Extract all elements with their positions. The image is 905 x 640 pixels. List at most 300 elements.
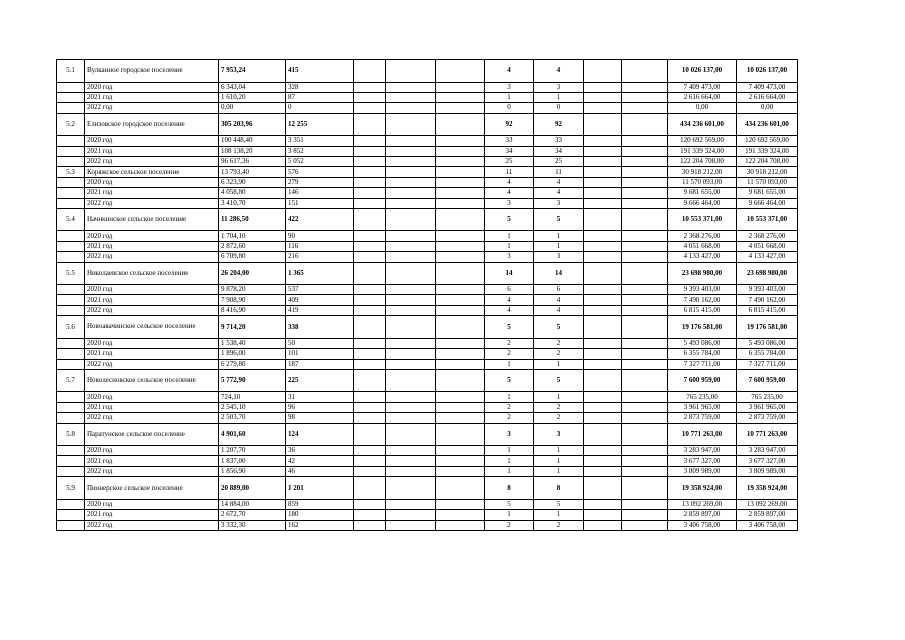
- year-row: [57, 499, 798, 509]
- row-number-cell: [57, 198, 85, 208]
- year-row: [57, 520, 798, 530]
- total-cost-2-cell: 7 490 162,00: [737, 295, 798, 305]
- row-number-cell: 5.3: [57, 167, 85, 177]
- col7-cell: [436, 413, 485, 423]
- houses-count-cell: 3: [485, 198, 534, 208]
- col5-cell: [354, 82, 386, 92]
- year-row: [57, 103, 798, 113]
- col11-cell: [622, 499, 668, 509]
- area-cell: 1 610,20: [219, 92, 286, 102]
- total-cost-2-cell: 3 406 758,00: [737, 520, 798, 530]
- year-row: [57, 82, 798, 92]
- total-cost-2-cell: 7 327 711,00: [737, 359, 798, 369]
- total-cost-cell: 3 406 758,00: [668, 520, 737, 530]
- col7-cell: [436, 392, 485, 402]
- total-cost-cell: 9 393 403,00: [668, 285, 737, 295]
- col10-cell: [584, 285, 622, 295]
- row-number-cell: 5.6: [57, 316, 85, 339]
- row-number-cell: [57, 446, 85, 456]
- settlement-name-cell: Начикинское сельское поселение: [85, 208, 219, 231]
- col10-cell: [584, 252, 622, 262]
- houses-count-2-cell: 11: [534, 167, 584, 177]
- residents-cell: 3 852: [286, 146, 354, 156]
- residents-cell: 415: [286, 60, 354, 83]
- settlement-row: [57, 477, 798, 500]
- houses-count-cell: 0: [485, 103, 534, 113]
- total-cost-cell: 13 092 269,00: [668, 499, 737, 509]
- col11-cell: [622, 285, 668, 295]
- settlement-row: [57, 208, 798, 231]
- col5-cell: [354, 316, 386, 339]
- col10-cell: [584, 136, 622, 146]
- col10-cell: [584, 60, 622, 83]
- col11-cell: [622, 92, 668, 102]
- col5-cell: [354, 146, 386, 156]
- houses-count-2-cell: 2: [534, 413, 584, 423]
- total-cost-2-cell: 765 235,00: [737, 392, 798, 402]
- total-cost-2-cell: 23 698 980,00: [737, 262, 798, 285]
- col11-cell: [622, 477, 668, 500]
- col6-cell: [386, 305, 436, 315]
- total-cost-2-cell: 122 204 708,00: [737, 156, 798, 166]
- col11-cell: [622, 295, 668, 305]
- settlement-row: [57, 316, 798, 339]
- year-row: [57, 510, 798, 520]
- col5-cell: [354, 231, 386, 241]
- settlement-name-cell: 2020 год: [85, 136, 219, 146]
- houses-count-cell: 5: [485, 208, 534, 231]
- col11-cell: [622, 146, 668, 156]
- total-cost-2-cell: 3 283 947,00: [737, 446, 798, 456]
- area-cell: 7 953,24: [219, 60, 286, 83]
- houses-count-2-cell: 5: [534, 208, 584, 231]
- col11-cell: [622, 349, 668, 359]
- year-row: [57, 241, 798, 251]
- total-cost-cell: 120 692 569,00: [668, 136, 737, 146]
- houses-count-cell: 4: [485, 60, 534, 83]
- col7-cell: [436, 231, 485, 241]
- area-cell: 6 343,04: [219, 82, 286, 92]
- settlement-name-cell: 2020 год: [85, 285, 219, 295]
- houses-count-2-cell: 0: [534, 103, 584, 113]
- settlement-row: [57, 369, 798, 392]
- row-number-cell: [57, 510, 85, 520]
- col10-cell: [584, 423, 622, 446]
- col10-cell: [584, 295, 622, 305]
- houses-count-2-cell: 1: [534, 456, 584, 466]
- col7-cell: [436, 198, 485, 208]
- col5-cell: [354, 499, 386, 509]
- row-number-cell: 5.5: [57, 262, 85, 285]
- col10-cell: [584, 231, 622, 241]
- total-cost-cell: 10 771 263,00: [668, 423, 737, 446]
- settlement-name-cell: Паратунское сельское поселение: [85, 423, 219, 446]
- residents-cell: 146: [286, 188, 354, 198]
- area-cell: 100 448,40: [219, 136, 286, 146]
- col5-cell: [354, 349, 386, 359]
- row-number-cell: [57, 146, 85, 156]
- area-cell: 6 279,80: [219, 359, 286, 369]
- col7-cell: [436, 295, 485, 305]
- col7-cell: [436, 156, 485, 166]
- total-cost-cell: 9 681 655,00: [668, 188, 737, 198]
- row-number-cell: 5.1: [57, 60, 85, 83]
- col6-cell: [386, 231, 436, 241]
- settlement-name-cell: 2021 год: [85, 510, 219, 520]
- col11-cell: [622, 231, 668, 241]
- total-cost-cell: 2 859 897,00: [668, 510, 737, 520]
- houses-count-cell: 14: [485, 262, 534, 285]
- residents-cell: 31: [286, 392, 354, 402]
- houses-count-2-cell: 25: [534, 156, 584, 166]
- year-row: [57, 413, 798, 423]
- total-cost-2-cell: 2 368 276,00: [737, 231, 798, 241]
- total-cost-cell: 6 355 784,00: [668, 349, 737, 359]
- total-cost-2-cell: 2 859 897,00: [737, 510, 798, 520]
- total-cost-cell: 7 490 162,00: [668, 295, 737, 305]
- col7-cell: [436, 477, 485, 500]
- houses-count-2-cell: 2: [534, 349, 584, 359]
- houses-count-2-cell: 34: [534, 146, 584, 156]
- col11-cell: [622, 413, 668, 423]
- col7-cell: [436, 456, 485, 466]
- col6-cell: [386, 285, 436, 295]
- residents-cell: 859: [286, 499, 354, 509]
- settlement-name-cell: 2020 год: [85, 231, 219, 241]
- houses-count-2-cell: 5: [534, 499, 584, 509]
- col11-cell: [622, 305, 668, 315]
- residents-cell: 187: [286, 359, 354, 369]
- col11-cell: [622, 136, 668, 146]
- houses-count-cell: 1: [485, 392, 534, 402]
- col10-cell: [584, 113, 622, 136]
- total-cost-2-cell: 0,00: [737, 103, 798, 113]
- settlement-name-cell: 2022 год: [85, 359, 219, 369]
- col6-cell: [386, 499, 436, 509]
- houses-count-2-cell: 3: [534, 423, 584, 446]
- year-row: [57, 349, 798, 359]
- year-row: [57, 466, 798, 476]
- residents-cell: 576: [286, 167, 354, 177]
- col7-cell: [436, 60, 485, 83]
- row-number-cell: [57, 103, 85, 113]
- total-cost-cell: 19 176 581,00: [668, 316, 737, 339]
- col6-cell: [386, 510, 436, 520]
- col11-cell: [622, 252, 668, 262]
- total-cost-2-cell: 19 358 924,00: [737, 477, 798, 500]
- row-number-cell: 5.2: [57, 113, 85, 136]
- col11-cell: [622, 520, 668, 530]
- area-cell: 2 503,70: [219, 413, 286, 423]
- total-cost-cell: 2 368 276,00: [668, 231, 737, 241]
- area-cell: 7 908,90: [219, 295, 286, 305]
- col5-cell: [354, 262, 386, 285]
- total-cost-2-cell: 7 600 959,00: [737, 369, 798, 392]
- col11-cell: [622, 188, 668, 198]
- area-cell: 1 896,00: [219, 349, 286, 359]
- year-row: [57, 359, 798, 369]
- settlement-name-cell: 2020 год: [85, 446, 219, 456]
- col6-cell: [386, 177, 436, 187]
- col10-cell: [584, 92, 622, 102]
- col7-cell: [436, 252, 485, 262]
- row-number-cell: [57, 499, 85, 509]
- col10-cell: [584, 305, 622, 315]
- col7-cell: [436, 510, 485, 520]
- residents-cell: 87: [286, 92, 354, 102]
- col5-cell: [354, 477, 386, 500]
- residents-cell: 96: [286, 402, 354, 412]
- houses-count-cell: 5: [485, 369, 534, 392]
- col6-cell: [386, 146, 436, 156]
- houses-count-cell: 5: [485, 499, 534, 509]
- col7-cell: [436, 446, 485, 456]
- houses-count-cell: 1: [485, 359, 534, 369]
- area-cell: 305 203,96: [219, 113, 286, 136]
- houses-count-cell: 4: [485, 188, 534, 198]
- col5-cell: [354, 510, 386, 520]
- total-cost-2-cell: 3 809 989,00: [737, 466, 798, 476]
- houses-count-cell: 33: [485, 136, 534, 146]
- col11-cell: [622, 82, 668, 92]
- col10-cell: [584, 499, 622, 509]
- row-number-cell: [57, 156, 85, 166]
- col11-cell: [622, 316, 668, 339]
- col7-cell: [436, 177, 485, 187]
- year-row: [57, 156, 798, 166]
- houses-count-cell: 6: [485, 285, 534, 295]
- col5-cell: [354, 188, 386, 198]
- col11-cell: [622, 113, 668, 136]
- year-row: [57, 198, 798, 208]
- area-cell: 3 332,30: [219, 520, 286, 530]
- total-cost-2-cell: 2 616 664,00: [737, 92, 798, 102]
- residents-cell: 328: [286, 82, 354, 92]
- residents-cell: 216: [286, 252, 354, 262]
- houses-count-2-cell: 2: [534, 402, 584, 412]
- houses-count-cell: 3: [485, 423, 534, 446]
- houses-count-2-cell: 4: [534, 60, 584, 83]
- col7-cell: [436, 208, 485, 231]
- col10-cell: [584, 466, 622, 476]
- area-cell: 1 704,10: [219, 231, 286, 241]
- col10-cell: [584, 520, 622, 530]
- col5-cell: [354, 359, 386, 369]
- col5-cell: [354, 285, 386, 295]
- row-number-cell: [57, 456, 85, 466]
- houses-count-2-cell: 1: [534, 510, 584, 520]
- settlement-name-cell: 2022 год: [85, 156, 219, 166]
- residents-cell: 36: [286, 446, 354, 456]
- col7-cell: [436, 92, 485, 102]
- col11-cell: [622, 241, 668, 251]
- total-cost-2-cell: 434 236 601,00: [737, 113, 798, 136]
- col10-cell: [584, 188, 622, 198]
- col5-cell: [354, 305, 386, 315]
- col7-cell: [436, 316, 485, 339]
- col11-cell: [622, 198, 668, 208]
- area-cell: 96 617,36: [219, 156, 286, 166]
- houses-count-cell: 34: [485, 146, 534, 156]
- col5-cell: [354, 60, 386, 83]
- col10-cell: [584, 82, 622, 92]
- total-cost-2-cell: 9 393 403,00: [737, 285, 798, 295]
- total-cost-2-cell: 4 051 668,00: [737, 241, 798, 251]
- col10-cell: [584, 369, 622, 392]
- total-cost-cell: 2 873 759,00: [668, 413, 737, 423]
- col11-cell: [622, 262, 668, 285]
- col10-cell: [584, 402, 622, 412]
- total-cost-2-cell: 2 873 759,00: [737, 413, 798, 423]
- year-row: [57, 305, 798, 315]
- total-cost-cell: 10 553 371,00: [668, 208, 737, 231]
- settlement-name-cell: 2022 год: [85, 413, 219, 423]
- total-cost-2-cell: 9 681 655,00: [737, 188, 798, 198]
- total-cost-cell: 7 327 711,00: [668, 359, 737, 369]
- settlement-name-cell: 2020 год: [85, 392, 219, 402]
- houses-count-cell: 11: [485, 167, 534, 177]
- residents-cell: 180: [286, 510, 354, 520]
- year-row: [57, 456, 798, 466]
- col10-cell: [584, 208, 622, 231]
- col6-cell: [386, 103, 436, 113]
- col6-cell: [386, 446, 436, 456]
- residents-cell: 409: [286, 295, 354, 305]
- total-cost-2-cell: 10 026 137,00: [737, 60, 798, 83]
- total-cost-cell: 122 204 708,00: [668, 156, 737, 166]
- year-row: [57, 446, 798, 456]
- col7-cell: [436, 369, 485, 392]
- col10-cell: [584, 167, 622, 177]
- col6-cell: [386, 392, 436, 402]
- area-cell: 2 672,70: [219, 510, 286, 520]
- houses-count-2-cell: 1: [534, 359, 584, 369]
- row-number-cell: [57, 359, 85, 369]
- row-number-cell: [57, 241, 85, 251]
- houses-count-2-cell: 3: [534, 252, 584, 262]
- area-cell: 9 878,20: [219, 285, 286, 295]
- settlement-name-cell: 2020 год: [85, 82, 219, 92]
- houses-count-2-cell: 33: [534, 136, 584, 146]
- houses-count-2-cell: 1: [534, 446, 584, 456]
- col6-cell: [386, 198, 436, 208]
- col5-cell: [354, 113, 386, 136]
- col10-cell: [584, 177, 622, 187]
- residents-cell: 0: [286, 103, 354, 113]
- col7-cell: [436, 520, 485, 530]
- area-cell: 1 856,90: [219, 466, 286, 476]
- year-row: [57, 252, 798, 262]
- settlement-name-cell: 2021 год: [85, 188, 219, 198]
- total-cost-cell: 6 815 415,00: [668, 305, 737, 315]
- houses-count-2-cell: 2: [534, 338, 584, 348]
- residents-cell: 50: [286, 338, 354, 348]
- row-number-cell: [57, 231, 85, 241]
- col7-cell: [436, 241, 485, 251]
- residents-cell: 98: [286, 413, 354, 423]
- col6-cell: [386, 156, 436, 166]
- col6-cell: [386, 520, 436, 530]
- col5-cell: [354, 208, 386, 231]
- total-cost-cell: 7 409 473,00: [668, 82, 737, 92]
- settlement-name-cell: 2021 год: [85, 456, 219, 466]
- col7-cell: [436, 359, 485, 369]
- total-cost-2-cell: 10 771 263,00: [737, 423, 798, 446]
- residents-cell: 124: [286, 423, 354, 446]
- settlement-name-cell: 2022 год: [85, 198, 219, 208]
- col10-cell: [584, 359, 622, 369]
- total-cost-2-cell: 30 918 212,00: [737, 167, 798, 177]
- col7-cell: [436, 113, 485, 136]
- total-cost-cell: 434 236 601,00: [668, 113, 737, 136]
- residents-cell: 116: [286, 241, 354, 251]
- year-row: [57, 231, 798, 241]
- houses-count-2-cell: 4: [534, 177, 584, 187]
- houses-count-2-cell: 1: [534, 231, 584, 241]
- col11-cell: [622, 177, 668, 187]
- houses-count-cell: 4: [485, 295, 534, 305]
- col7-cell: [436, 103, 485, 113]
- year-row: [57, 392, 798, 402]
- col10-cell: [584, 349, 622, 359]
- row-number-cell: 5.8: [57, 423, 85, 446]
- year-row: [57, 146, 798, 156]
- houses-count-cell: 3: [485, 82, 534, 92]
- total-cost-cell: 23 698 980,00: [668, 262, 737, 285]
- residents-cell: 225: [286, 369, 354, 392]
- col5-cell: [354, 392, 386, 402]
- col10-cell: [584, 156, 622, 166]
- row-number-cell: [57, 285, 85, 295]
- houses-count-cell: 5: [485, 316, 534, 339]
- settlement-row: [57, 167, 798, 177]
- settlement-name-cell: Вулканное городское поселение: [85, 60, 219, 83]
- col5-cell: [354, 241, 386, 251]
- residents-cell: 3 351: [286, 136, 354, 146]
- houses-count-2-cell: 4: [534, 305, 584, 315]
- total-cost-cell: 3 809 989,00: [668, 466, 737, 476]
- residents-cell: 279: [286, 177, 354, 187]
- year-row: [57, 177, 798, 187]
- row-number-cell: [57, 466, 85, 476]
- settlement-name-cell: 2022 год: [85, 520, 219, 530]
- col7-cell: [436, 423, 485, 446]
- total-cost-2-cell: 3 677 327,00: [737, 456, 798, 466]
- col11-cell: [622, 456, 668, 466]
- area-cell: 2 872,60: [219, 241, 286, 251]
- settlements-table: [56, 59, 798, 531]
- total-cost-cell: 10 026 137,00: [668, 60, 737, 83]
- row-number-cell: [57, 413, 85, 423]
- col10-cell: [584, 103, 622, 113]
- residents-cell: 162: [286, 520, 354, 530]
- col11-cell: [622, 167, 668, 177]
- settlement-name-cell: Елизовское городское поселение: [85, 113, 219, 136]
- settlement-name-cell: 2022 год: [85, 252, 219, 262]
- houses-count-cell: 1: [485, 92, 534, 102]
- houses-count-2-cell: 92: [534, 113, 584, 136]
- settlement-row: [57, 113, 798, 136]
- area-cell: 6 709,80: [219, 252, 286, 262]
- col11-cell: [622, 103, 668, 113]
- row-number-cell: [57, 92, 85, 102]
- houses-count-2-cell: 5: [534, 369, 584, 392]
- area-cell: 3 410,70: [219, 198, 286, 208]
- houses-count-cell: 2: [485, 338, 534, 348]
- col7-cell: [436, 402, 485, 412]
- area-cell: 4 901,60: [219, 423, 286, 446]
- col7-cell: [436, 285, 485, 295]
